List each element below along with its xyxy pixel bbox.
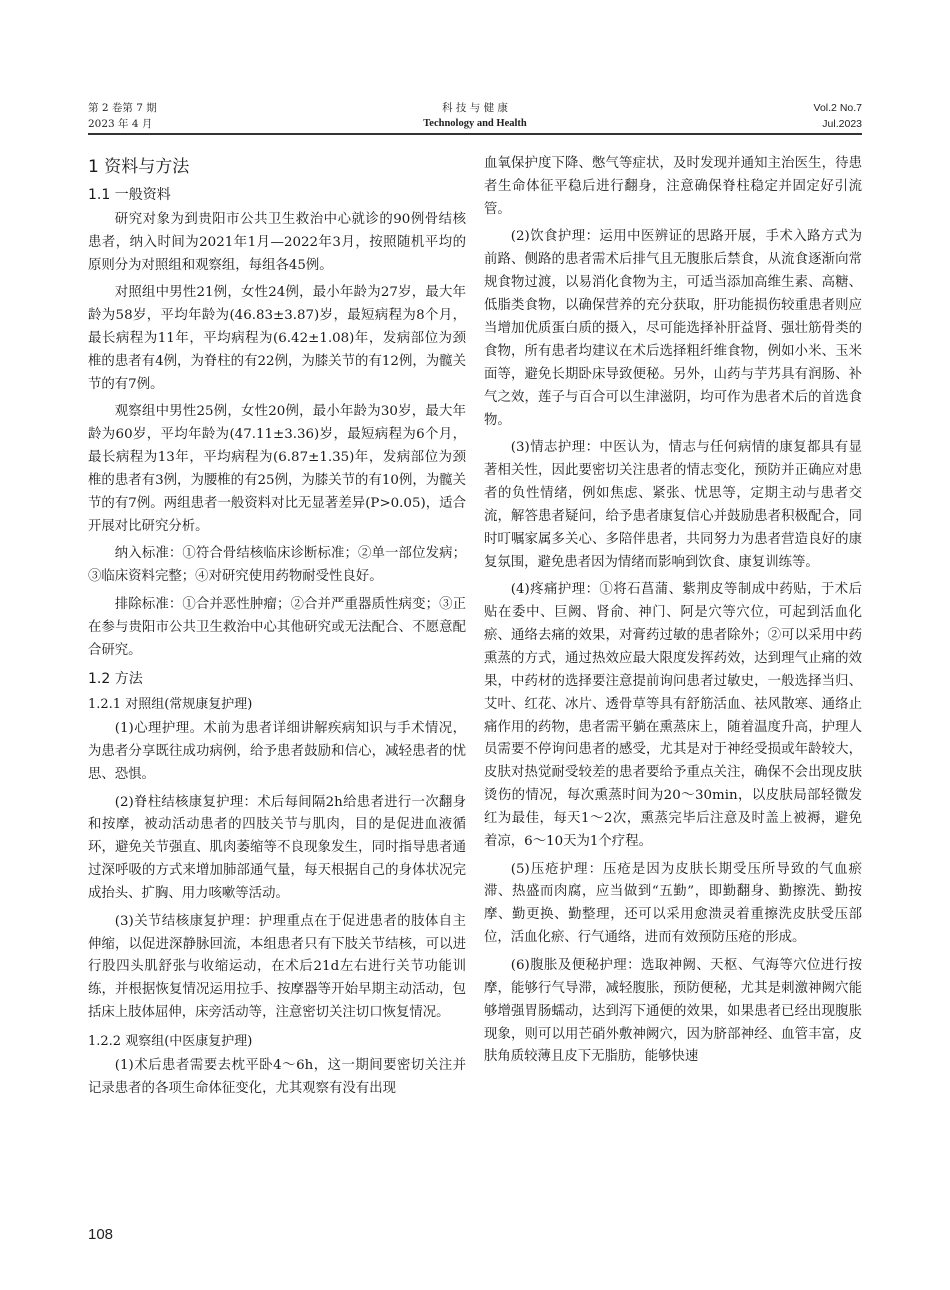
paragraph: (6)腹胀及便秘护理：选取神阙、天枢、气海等穴位进行按摩，能够行气导滞，减轻腹胀，预防便秘，尤其是刺激神阙穴能够增强胃肠蠕动，达到泻下通便的效果，如果患者已经出现腹胀现象，则可以用芒硝外敷神阙穴，因为脐部神经、血管丰富，皮肤角质较薄且皮下无脂肪，能够快速	[484, 957, 862, 1065]
paragraph: 排除标准：①合并恶性肿瘤；②合并严重器质性病变；③正在参与贵阳市公共卫生救治中心其他研究或无法配合、不愿意配合研究。	[88, 596, 466, 658]
paragraph: (2)饮食护理：运用中医辨证的思路开展，手术入路方式为前路、侧路的患者需术后排气且无腹胀后禁食，从流食逐渐向常规食物过渡，以易消化食物为主，可适当添加高维生素、高糖、低脂类食物，以确保营养的充分获取，肝功能损伤较重患者则应当增加优质蛋白质的摄入，尽可能选择补肝益肾、强壮筋骨类的食物，所有患者均建议在术后选择粗纤维食物，例如小米、玉米面等，避免长期卧床导致便秘。另外，山药与芋艿具有润肠、补气之效，莲子与百合可以生津滋阴，均可作为患者术后的首选食物。	[484, 229, 862, 428]
paragraph: 对照组中男性21例，女性24例，最小年龄为27岁，最大年龄为58岁，平均年龄为(46.83±3.87)岁，最短病程为8个月，最长病程为11年，平均病程为(6.42±1.08)年，发病部位为颈椎的患者有4例，为脊柱的有22例，为膝关节的有12例，为髋关节的有7例。	[88, 285, 466, 392]
journal-title-en: Technology and Health	[423, 118, 527, 129]
paragraph-continued: 血氧保护度下降、憋气等症状，及时发现并通知主治医生，待患者生命体征平稳后进行翻身，注意确保脊柱稳定并固定好引流管。	[484, 156, 862, 217]
paragraph: (1)心理护理。术前为患者详细讲解疾病知识与手术情况，为患者分享既往成功病例，给予患者鼓励和信心，减轻患者的忧思、恐惧。	[88, 721, 466, 782]
paragraph: 研究对象为到贵阳市公共卫生救治中心就诊的90例骨结核患者，纳入时间为2021年1月—2022年3月，按照随机平均的原则分为对照组和观察组，每组各45例。	[88, 212, 466, 273]
paragraph: 观察组中男性25例，女性20例，最小年龄为30岁，最大年龄为60岁，平均年龄为(47.11±3.36)岁，最短病程为6个月，最长病程为13年，平均病程为(6.87±1.35)年，发病部位为颈椎的患者有3例，为腰椎的有25例，为膝关节的有10例，为髋关节的有7例。两组患者一般资料对比无显著差异(P>0.05)，适合开展对比研究分析。	[88, 404, 466, 534]
journal-title-cn: 科 技 与 健 康	[442, 102, 508, 114]
paragraph: (5)压疮护理：压疮是因为皮肤长期受压所导致的气血瘀滞、热盛而肉腐，应当做到“五勤”，即勤翻身、勤擦洗、勤按摩、勤更换、勤整理，还可以采用愈溃灵着重擦洗皮肤受压部位，活血化瘀、行气通络，进而有效预防压疮的形成。	[484, 861, 862, 946]
issue-volume: 第 2 卷第 7 期	[88, 102, 157, 114]
paragraph: (1)术后患者需要去枕平卧4～6h，这一期间要密切关注并记录患者的各项生命体征变化，尤其观察有没有出现	[88, 1057, 466, 1096]
issue-date-en: Jul.2023	[822, 118, 862, 130]
page-number: 108	[88, 1226, 114, 1243]
paragraph: (4)疼痛护理：①将石菖蒲、紫荆皮等制成中药贴，于术后贴在委中、巨阙、肾俞、神门、阿是穴等穴位，可起到活血化瘀、通络去痛的效果，对膏药过敏的患者除外；②可以采用中药熏蒸的方式，通过热效应最大限度发挥药效，达到理气止痛的效果，中药材的选择要注意提前询问患者过敏史，一般选择当归、艾叶、红花、冰片、透骨草等具有舒筋活血、祛风散寒、通络止痛作用的药物，患者需平躺在熏蒸床上，随着温度升高，护理人员需要不停询问患者的感受，尤其是对于神经受损或年龄较大，皮肤对热觉耐受较差的患者要给予重点关注，确保不会出现皮肤烫伤的情况，每次熏蒸时间为20～30min，以皮肤局部轻微发红为最佳，每天1～2次，熏蒸完毕后注意及时盖上被褥，避免着凉，6～10天为1个疗程。	[484, 582, 862, 850]
journal-title	[0, 100, 950, 132]
header-rule	[88, 133, 862, 135]
issue-date: 2023 年 4 月	[88, 118, 153, 130]
paragraph: (2)脊柱结核康复护理：术后每间隔2h给患者进行一次翻身和按摩，被动活动患者的四肢关节与肌肉，目的是促进血液循环，避免关节强直、肌肉萎缩等不良现象发生，同时指导患者通过深呼吸的方式来增加肺部通气量，每天根据自己的身体状况完成抬头、扩胸、用力咳嗽等活动。	[88, 794, 466, 902]
subsection-heading-methods: 1.2 方法	[88, 671, 143, 688]
left-column	[88, 153, 466, 1105]
right-column	[484, 153, 862, 1074]
paragraph: (3)关节结核康复护理：护理重点在于促进患者的肢体自主伸缩，以促进深静脉回流，本组患者只有下肢关节结核，可以进行股四头肌舒张与收缩运动，在术后21d左右进行关节功能训练，并根据恢复情况运用拉手、按摩器等开始早期主动活动，包括床上肢体屈伸，床旁活动等，注意密切关注切口恢复情况。	[88, 913, 466, 1021]
paragraph: (3)情志护理：中医认为，情志与任何病情的康复都具有显著相关性，因此要密切关注患者的情志变化，预防并正确应对患者的负性情绪，例如焦虑、紧张、忧思等，定期主动与患者交流，解答患者疑问，给予患者康复信心并鼓励患者积极配合，同时叮嘱家属多关心、多陪伴患者，共同努力为患者营造良好的康复氛围，避免患者因为情绪而影响到饮食、康复训练等。	[484, 440, 862, 570]
paragraph: 纳入标准：①符合骨结核临床诊断标准；②单一部位发病；③临床资料完整；④对研究使用药物耐受性良好。	[88, 546, 466, 585]
subsection-heading-general: 1.1 一般资料	[88, 187, 171, 203]
journal-issue-info-en	[814, 100, 862, 132]
sub-subsection-heading-observation: 1.2.2 观察组(中医康复护理)	[88, 1033, 253, 1049]
issue-volume-en: Vol.2 No.7	[813, 102, 862, 114]
sub-subsection-heading-control: 1.2.1 对照组(常规康复护理)	[88, 697, 253, 713]
section-heading: 1 资料与方法	[88, 157, 190, 177]
